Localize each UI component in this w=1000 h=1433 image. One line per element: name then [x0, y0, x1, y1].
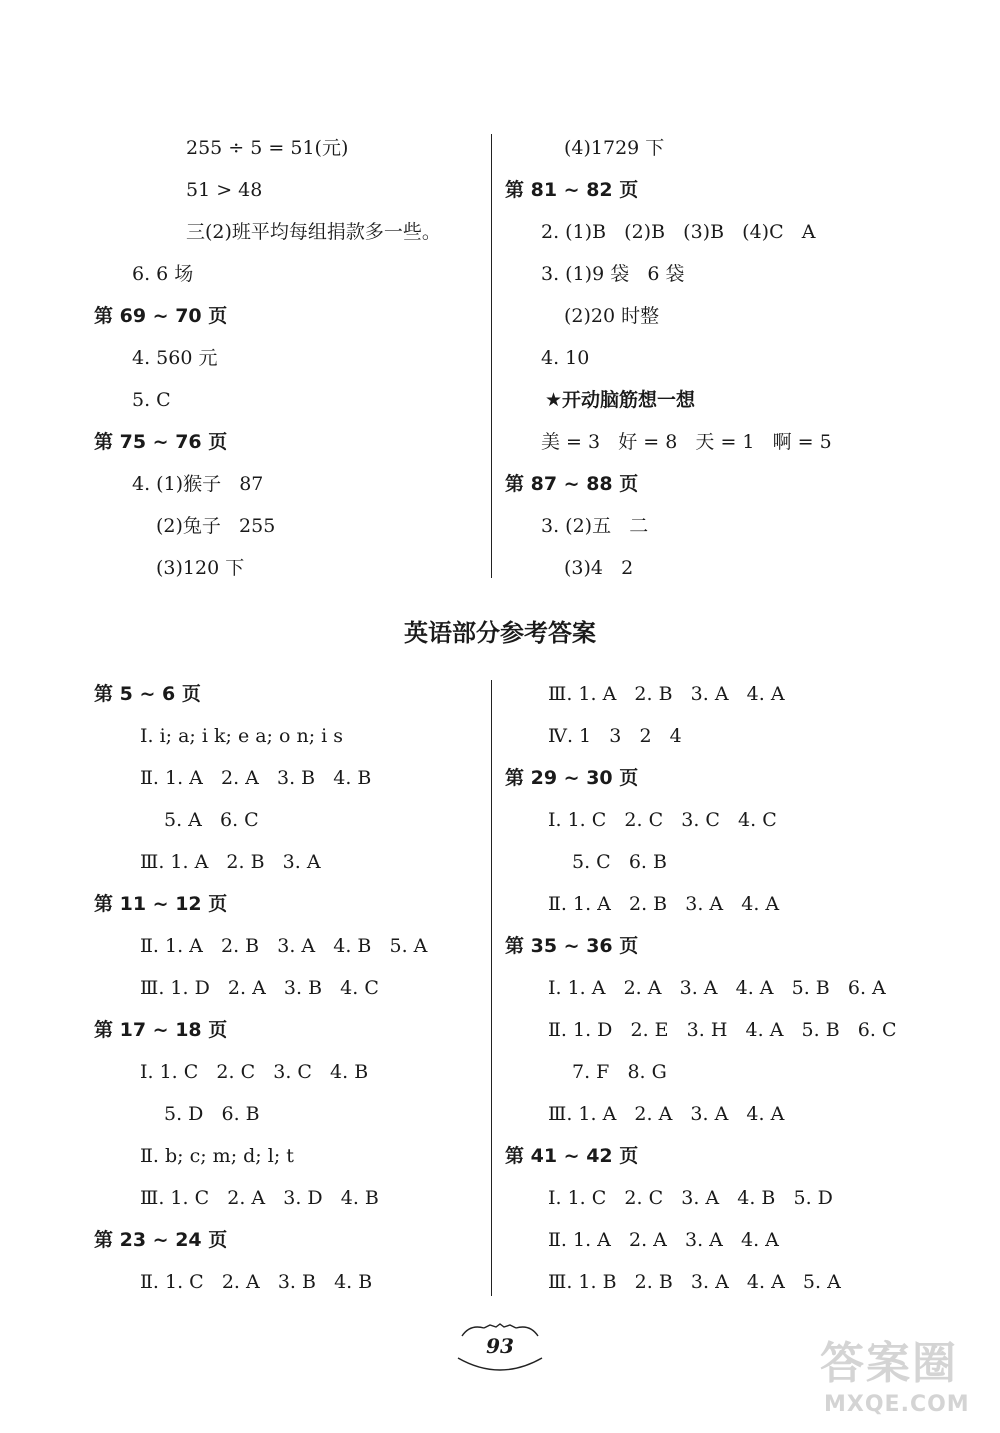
answer-line: Ⅲ. 1. A 2. B 3. A: [140, 851, 321, 873]
answer-line: 4. (1)猴子 87: [132, 473, 264, 495]
answer-line: 2. (1)B (2)B (3)B (4)C A: [541, 221, 816, 243]
answer-line: Ⅱ. 1. A 2. A 3. A 4. A: [548, 1229, 779, 1251]
page-number: 93: [486, 1334, 514, 1358]
answer-line: 5. C 6. B: [572, 851, 667, 873]
page-range-heading: 第 23 ~ 24 页: [94, 1229, 228, 1251]
answer-line: 255 ÷ 5 = 51(元): [186, 137, 349, 159]
page-range-heading: 第 17 ~ 18 页: [94, 1019, 228, 1041]
answer-line: 3. (2)五 二: [541, 515, 649, 537]
answer-line: Ⅱ. b; c; m; d; l; t: [140, 1145, 294, 1167]
watermark-logo: [814, 1338, 994, 1428]
column-divider: [491, 134, 492, 578]
answer-line: 7. F 8. G: [572, 1061, 667, 1083]
answer-line: 5. C: [132, 389, 171, 411]
page-range-heading: 第 81 ~ 82 页: [505, 179, 639, 201]
answer-line: (2)20 时整: [564, 305, 660, 327]
answer-line: 5. D 6. B: [164, 1103, 260, 1125]
answer-line: Ⅲ. 1. D 2. A 3. B 4. C: [140, 977, 379, 999]
answer-line: Ⅰ. i; a; i k; e a; o n; i s: [140, 725, 344, 747]
answer-line: 6. 6 场: [132, 263, 194, 285]
answer-line: 4. 560 元: [132, 347, 218, 369]
answer-line: 4. 10: [541, 347, 590, 369]
page-range-heading: 第 69 ~ 70 页: [94, 305, 228, 327]
answer-line: Ⅰ. 1. C 2. C 3. C 4. C: [548, 809, 777, 831]
answer-line: Ⅲ. 1. A 2. B 3. A 4. A: [548, 683, 785, 705]
watermark-domain: MXQE.COM: [824, 1392, 970, 1417]
watermark-text: 答案圈: [820, 1338, 958, 1389]
answer-line: 3. (1)9 袋 6 袋: [541, 263, 685, 285]
answer-line: Ⅰ. 1. C 2. C 3. C 4. B: [140, 1061, 369, 1083]
answer-line: (3)120 下: [156, 557, 245, 579]
answer-line: 51 > 48: [186, 179, 263, 201]
answer-line: Ⅰ. 1. A 2. A 3. A 4. A 5. B 6. A: [548, 977, 886, 999]
brain-teaser-heading: ★开动脑筋想一想: [545, 389, 696, 411]
answer-line: Ⅲ. 1. C 2. A 3. D 4. B: [140, 1187, 379, 1209]
page-range-heading: 第 75 ~ 76 页: [94, 431, 228, 453]
answer-line: (4)1729 下: [564, 137, 665, 159]
answer-line: Ⅲ. 1. B 2. B 3. A 4. A 5. A: [548, 1271, 841, 1293]
page-range-heading: 第 41 ~ 42 页: [505, 1145, 639, 1167]
page-range-heading: 第 5 ~ 6 页: [94, 683, 201, 705]
page-range-heading: 第 35 ~ 36 页: [505, 935, 639, 957]
answer-line: Ⅱ. 1. A 2. B 3. A 4. A: [548, 893, 780, 915]
answer-line: Ⅳ. 1 3 2 4: [548, 725, 682, 747]
answer-line: (3)4 2: [564, 557, 634, 579]
column-divider: [491, 680, 492, 1296]
answer-line: Ⅱ. 1. A 2. A 3. B 4. B: [140, 767, 372, 789]
answer-line: 美 = 3 好 = 8 天 = 1 啊 = 5: [541, 431, 832, 453]
page-range-heading: 第 87 ~ 88 页: [505, 473, 639, 495]
page-range-heading: 第 29 ~ 30 页: [505, 767, 639, 789]
answer-line: 三(2)班平均每组捐款多一些。: [186, 221, 441, 243]
answer-line: 5. A 6. C: [164, 809, 259, 831]
answer-line: Ⅲ. 1. A 2. A 3. A 4. A: [548, 1103, 785, 1125]
answer-line: (2)兔子 255: [156, 515, 276, 537]
answer-line: Ⅱ. 1. A 2. B 3. A 4. B 5. A: [140, 935, 428, 957]
answer-line: Ⅱ. 1. C 2. A 3. B 4. B: [140, 1271, 373, 1293]
answer-line: Ⅰ. 1. C 2. C 3. A 4. B 5. D: [548, 1187, 833, 1209]
page-range-heading: 第 11 ~ 12 页: [94, 893, 228, 915]
answer-line: Ⅱ. 1. D 2. E 3. H 4. A 5. B 6. C: [548, 1019, 897, 1041]
english-section-title: 英语部分参考答案: [404, 619, 596, 647]
page-footer: [440, 1318, 560, 1378]
